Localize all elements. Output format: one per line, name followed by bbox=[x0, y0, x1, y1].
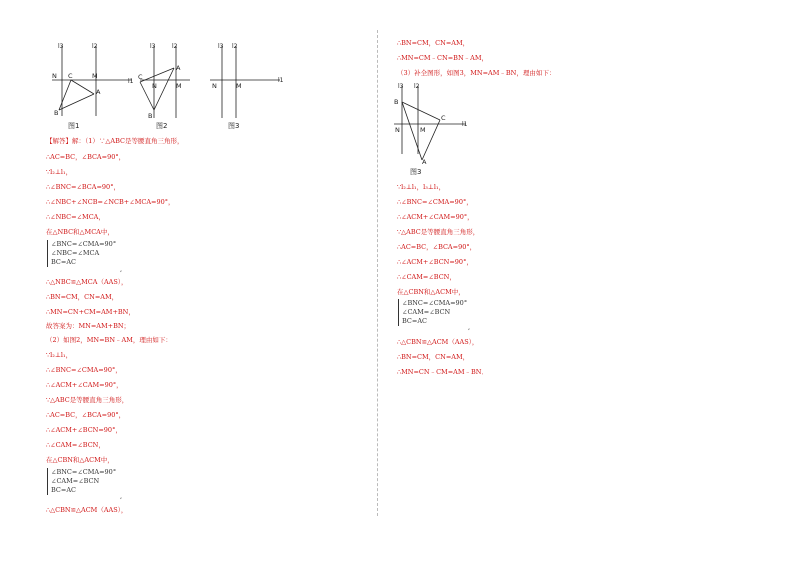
left-line: 在△CBN和△ACM中， bbox=[46, 456, 114, 464]
fig2-label-a: A bbox=[176, 64, 181, 72]
left-line: （2）如图2，MN=BN﹣AM，理由如下： bbox=[46, 336, 172, 344]
right-line: （3）补全图形，如图3，MN=AM﹣BN，理由如下： bbox=[397, 69, 556, 77]
fig3b-label-b: B bbox=[394, 98, 399, 106]
fig1-label-a: A bbox=[96, 88, 101, 96]
fig3-caption: 图3 bbox=[228, 122, 240, 130]
left-line: 故答案为：MN=AM+BN； bbox=[46, 322, 131, 330]
fig2-caption: 图2 bbox=[156, 122, 168, 130]
right-line: ∴MN=CN﹣CM=AM﹣BN． bbox=[397, 368, 488, 376]
left-line: ∵l₂⊥l₁， bbox=[46, 351, 73, 359]
fig3b-label-l1: l1 bbox=[462, 121, 468, 128]
left-line: ∴△NBC≌△MCA（AAS）， bbox=[46, 278, 128, 286]
solution-tag: 【解答】 bbox=[46, 137, 72, 145]
left-line: ∴∠ACM+∠CAM=90°， bbox=[46, 381, 123, 389]
right-line: ∴∠ACM+∠CAM=90°， bbox=[397, 213, 474, 221]
fig3b-label-l2: l2 bbox=[414, 83, 420, 90]
fig1-label-l2: l2 bbox=[92, 43, 98, 50]
right-line: ∵△ABC是等腰直角三角形， bbox=[397, 228, 480, 236]
right-line: ∴AC=BC，∠BCA=90°， bbox=[397, 243, 477, 251]
fig3-label-l3: l3 bbox=[218, 43, 224, 50]
brace-conditions-3: ∠BNC=∠CMA=90° ∠CAM=∠BCN BC=AC bbox=[398, 299, 467, 326]
right-line: ∴△CBN≌△ACM（AAS）， bbox=[397, 338, 479, 346]
left-line: ∴∠NBC=∠MCA， bbox=[46, 213, 105, 221]
fig3b-label-a: A bbox=[422, 158, 427, 166]
fig3-label-l2: l2 bbox=[232, 43, 238, 50]
fig2-label-n: N bbox=[152, 82, 157, 90]
fig2-label-l3: l3 bbox=[150, 43, 156, 50]
fig2-label-c: C bbox=[138, 73, 143, 81]
left-line: ∴∠ACM+∠BCN=90°， bbox=[46, 426, 122, 434]
fig3-label-m: M bbox=[236, 82, 242, 90]
fig3b-label-c: C bbox=[441, 114, 446, 122]
fig3b-label-n: N bbox=[395, 126, 400, 134]
brace-conditions-1: ∠BNC=∠CMA=90° ∠NBC=∠MCA BC=AC bbox=[47, 240, 116, 267]
right-line: ∵l₂⊥l₁，l₃⊥l₁， bbox=[397, 183, 446, 191]
brace-conditions-2: ∠BNC=∠CMA=90° ∠CAM=∠BCN BC=AC bbox=[47, 468, 116, 495]
left-line: ∴BN=CM，CN=AM， bbox=[46, 293, 119, 301]
fig2-label-b: B bbox=[148, 112, 153, 120]
left-line: ∴∠BNC=∠CMA=90°， bbox=[46, 366, 122, 374]
left-line: ∴∠NBC+∠NCB=∠NCB+∠MCA=90°， bbox=[46, 198, 175, 206]
fig2-label-m: M bbox=[176, 82, 182, 90]
fig3b-label-m: M bbox=[420, 126, 426, 134]
figure-3 bbox=[206, 38, 286, 130]
left-line: ∵△ABC是等腰直角三角形， bbox=[46, 396, 129, 404]
fig3-label-l1: l1 bbox=[278, 77, 284, 84]
left-line: 在△NBC和△MCA中， bbox=[46, 228, 114, 236]
fig1-label-l3: l3 bbox=[58, 43, 64, 50]
left-line: ∴AC=BC，∠BCA=90°， bbox=[46, 153, 126, 161]
left-line: ∴MN=CN+CM=AM+BN， bbox=[46, 308, 135, 316]
right-line: ∴BN=CM，CN=AM， bbox=[397, 39, 470, 47]
figure-1 bbox=[44, 38, 136, 130]
right-line: ∴MN=CM﹣CN=BN﹣AM， bbox=[397, 54, 488, 62]
fig3b-caption: 图3 bbox=[410, 168, 422, 176]
solution-line-0: 【解答】解：（1）∵△ABC是等腰直角三角形， bbox=[46, 137, 184, 145]
left-line: ∴∠CAM=∠BCN， bbox=[46, 441, 105, 449]
fig1-label-n: N bbox=[52, 72, 57, 80]
left-line: ∴△CBN≌△ACM（AAS）， bbox=[46, 506, 128, 514]
fig1-caption: 图1 bbox=[68, 122, 80, 130]
right-line: ∴∠CAM=∠BCN， bbox=[397, 273, 456, 281]
column-divider bbox=[377, 30, 378, 516]
fig1-label-m: M bbox=[92, 72, 98, 80]
right-line: ∴∠ACM+∠BCN=90°， bbox=[397, 258, 473, 266]
fig1-label-l1: l1 bbox=[128, 78, 134, 85]
left-line: ∴AC=BC，∠BCA=90°， bbox=[46, 411, 126, 419]
fig1-label-b: B bbox=[54, 109, 59, 117]
fig3-label-n: N bbox=[212, 82, 217, 90]
left-line: ∵l₂⊥l₁， bbox=[46, 168, 73, 176]
right-line: ∴BN=CM，CN=AM， bbox=[397, 353, 470, 361]
figure-3-completed bbox=[390, 80, 472, 176]
fig1-label-c: C bbox=[68, 72, 73, 80]
right-line: 在△CBN和△ACM中， bbox=[397, 288, 465, 296]
fig3b-label-l3: l3 bbox=[398, 83, 404, 90]
fig2-label-l2: l2 bbox=[172, 43, 178, 50]
left-line: ∴∠BNC=∠BCA=90°， bbox=[46, 183, 120, 191]
document-page: l3 l2 l1 N C M A B 图1 l3 l2 C A N M B 图2 l3 l2 l1 N M 图3 【解答】解：（1）∵△ABC是等腰直角三角形， ∴AC=BC，∠BCA=90°， ∵l₂⊥l₁， ∴∠BNC=∠BCA=90°， ∴∠NBC+∠NCB=∠NCB+∠MCA=90°， ∴∠NBC=∠MCA， 在△NBC和△MCA中， ∠BNC=∠CMA=90° ∠NBC=∠MCA BC=AC , ∴△NBC≌△MCA（AAS）， ∴BN=CM，CN=AM， ∴MN=CN+CM=AM+BN， 故答案为：MN=AM+BN； （2）如图2，MN=BN﹣AM，理由如下： ∵l₂⊥l₁， ∴∠BNC=∠CMA=90°， ∴∠ACM+∠CAM=90°， ∵△ABC是等腰直角三角形， ∴AC=BC，∠BCA=90°， ∴∠ACM+∠BCN=90°， ∴∠CAM=∠BCN， 在△CBN和△ACM中， ∠BNC=∠CMA=90° ∠CAM=∠BCN BC=AC , ∴△CBN≌△ACM（AAS）， ∴BN=CM，CN=AM， ∴MN=CM﹣CN=BN﹣AM， （3）补全图形，如图3，MN=AM﹣BN，理由如下： l3 l2 l1 B N M C A 图3 ∵l₂⊥l₁，l₃⊥l₁， ∴∠BNC=∠CMA=90°， ∴∠ACM+∠CAM=90°， ∵△ABC是等腰直角三角形， ∴AC=BC，∠BCA=90°， ∴∠ACM+∠BCN=90°， ∴∠CAM=∠BCN， 在△CBN和△ACM中， ∠BNC=∠CMA=90° ∠CAM=∠BCN BC=AC , ∴△CBN≌△ACM（AAS）， ∴BN=CM，CN=AM， ∴MN=CN﹣CM=AM﹣BN． bbox=[0, 0, 800, 566]
right-line: ∴∠BNC=∠CMA=90°， bbox=[397, 198, 473, 206]
